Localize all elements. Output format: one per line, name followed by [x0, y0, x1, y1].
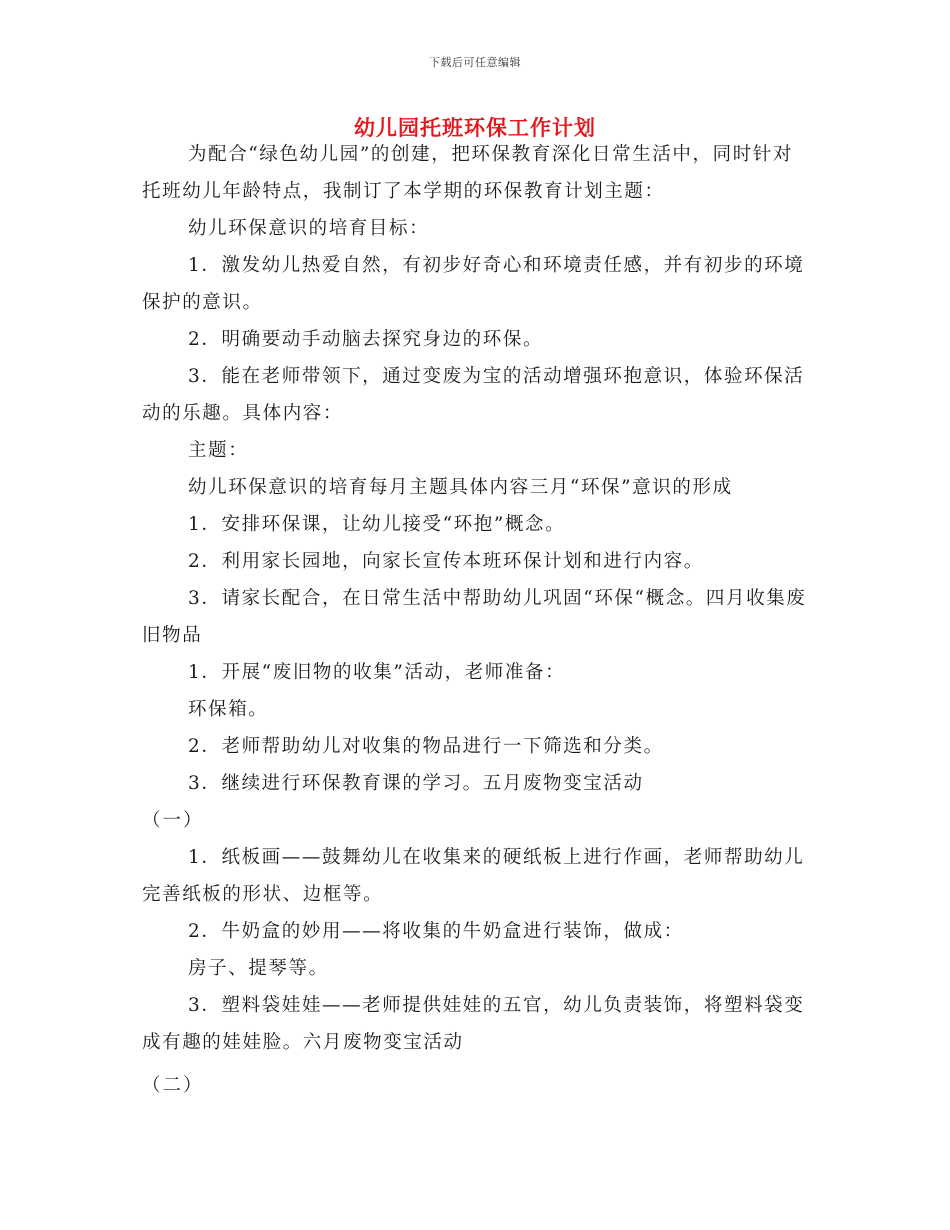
- paragraph-part-one: （一）: [142, 810, 204, 831]
- document-title: 幼儿园托班环保工作计划: [354, 115, 596, 140]
- document-body: [142, 136, 810, 1104]
- paragraph-april-2: 2．老师帮助幼儿对收集的物品进行一下筛选和分类。: [188, 736, 664, 757]
- paragraph-may-3: 3．塑料袋娃娃——老师提供娃娃的五官，幼儿负责装饰，将塑料袋变成有趣的娃娃脸。六月废物变宝活动: [142, 995, 805, 1053]
- paragraph-april-1: 1．开展“废旧物的收集”活动，老师准备：: [188, 662, 566, 683]
- paragraph-goal-1: 1．激发幼儿热爱自然，有初步好奇心和环境责任感，并有初步的环境保护的意识。: [142, 255, 805, 313]
- paragraph-theme-label: 主题：: [188, 440, 249, 461]
- paragraph-may-1: 1．纸板画——鼓舞幼儿在收集来的硬纸板上进行作画，老师帮助幼儿完善纸板的形状、边框等。: [142, 847, 805, 905]
- paragraph-april-3: 3．继续进行环保教育课的学习。五月废物变宝活动: [188, 773, 644, 794]
- paragraph-march-3: 3．请家长配合，在日常生活中帮助幼儿巩固“环保“概念。四月收集废旧物品: [142, 588, 807, 646]
- paragraph-goal-3: 3．能在老师带领下，通过变废为宝的活动增强环抱意识，体验环保活动的乐趣。具体内容：: [142, 366, 805, 424]
- header-note: 下载后可任意编辑: [429, 56, 521, 69]
- paragraph-may-2-cont: 房子、提琴等。: [188, 958, 329, 979]
- paragraph-april-1-cont: 环保箱。: [188, 699, 269, 720]
- paragraph-part-two: （二）: [142, 1075, 204, 1096]
- paragraph-intro: 为配合“绿色幼儿园”的创建，把环保教育深化日常生活中，同时针对托班幼儿年龄特点，我制订了本学期的环保教育计划主题：: [142, 144, 794, 202]
- paragraph-goals-heading: 幼儿环保意识的培育目标：: [188, 218, 430, 239]
- paragraph-march-heading: 幼儿环保意识的培育每月主题具体内容三月“环保”意识的形成: [188, 477, 733, 498]
- paragraph-march-2: 2．利用家长园地，向家长宣传本班环保计划和进行内容。: [188, 551, 704, 572]
- paragraph-march-1: 1．安排环保课，让幼儿接受“环抱”概念。: [188, 514, 566, 535]
- paragraph-may-2: 2．牛奶盒的妙用——将收集的牛奶盒进行装饰，做成：: [188, 921, 684, 942]
- paragraph-goal-2: 2．明确要动手动脑去探究身边的环保。: [188, 329, 544, 350]
